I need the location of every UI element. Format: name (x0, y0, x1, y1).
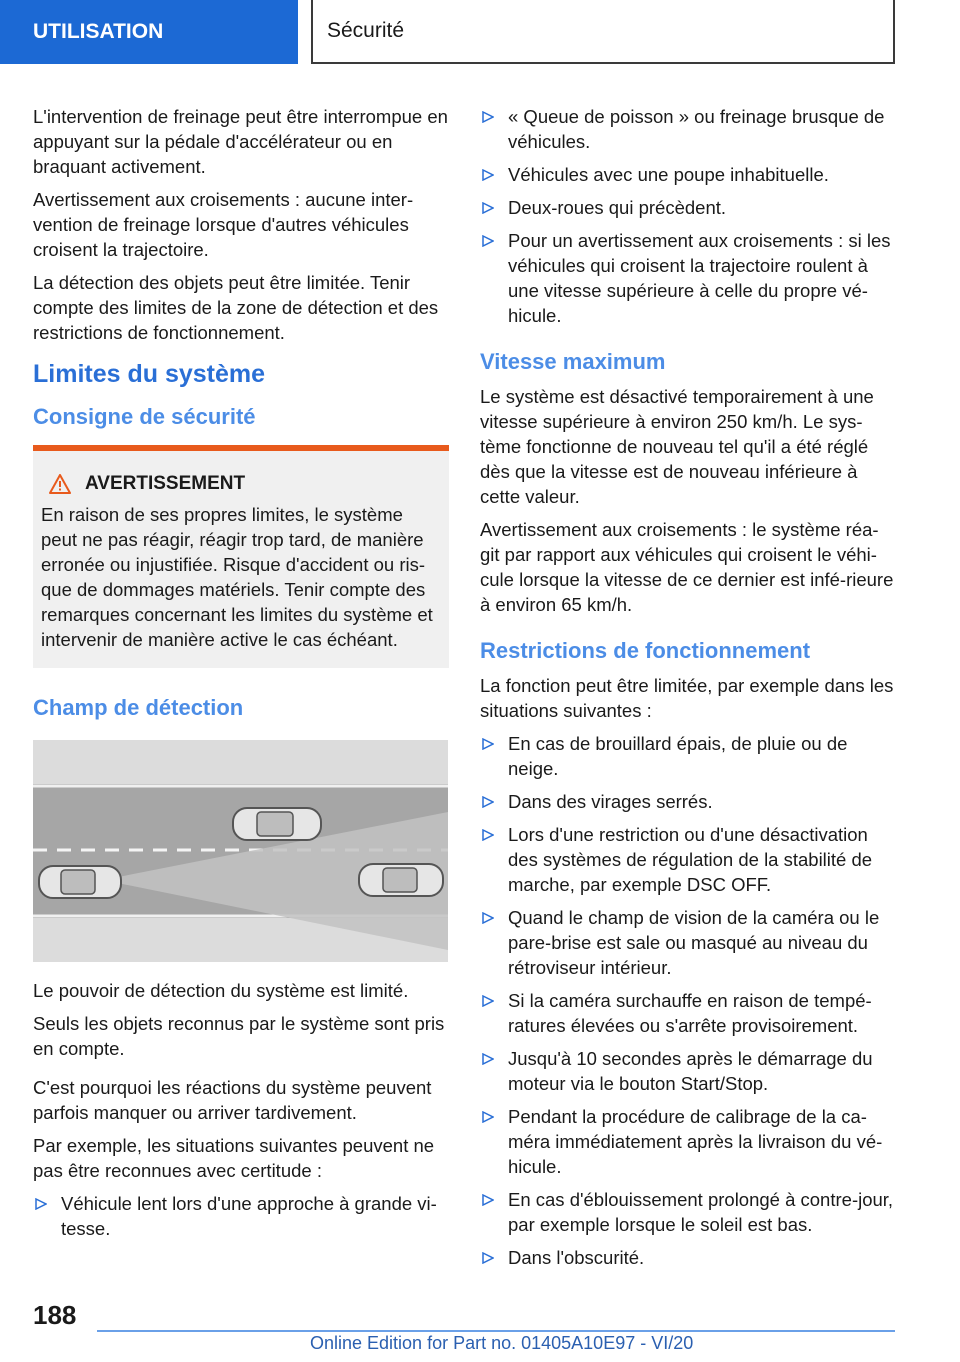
triangle-bullet-icon (482, 169, 494, 181)
list-item (480, 789, 896, 814)
detection-field-illustration (33, 740, 448, 962)
paragraph: Avertissement aux croisements : aucune inter‐vention de freinage lorsque d'autres véhicules croisent la trajectoire. (33, 189, 414, 260)
list-item-text: Jusqu'à 10 secondes après le démarrage du moteur via le bouton Start/Stop. (508, 1048, 873, 1094)
list-item (480, 162, 896, 187)
footer-divider (97, 1330, 895, 1332)
list-item-text: Véhicules avec une poupe inhabituelle. (508, 164, 829, 185)
warning-title (49, 471, 439, 496)
list-item (480, 905, 896, 980)
footer-edition: Online Edition for Part no. 01405A10E97 - VI/20 (310, 1333, 694, 1353)
heading-restrictions: Restrictions de fonctionnement (480, 638, 811, 663)
list-item-text: Deux-roues qui précèdent. (508, 197, 727, 218)
paragraph: Seuls les objets reconnus par le système sont pris en compte. (33, 1013, 445, 1059)
paragraph: Le pouvoir de détection du système est limité. (33, 980, 409, 1001)
heading-max-speed: Vitesse maximum (480, 349, 666, 374)
list-item (480, 104, 896, 154)
paragraph: La détection des objets peut être limitée. Tenir compte des limites de la zone de détection et des restrictions de fonctionnement. (33, 272, 439, 343)
warning-text: En raison de ses propres limites, le système peut ne pas réagir, réagir trop tard, de manière erronée ou injustifiée. Risque d'accident ou ris‐que de dommages matériels. Tenir compte des remarques concernant les limites du système et intervenir de manière active le cas échéant. (41, 504, 433, 650)
paragraph: C'est pourquoi les réactions du système peuvent parfois manquer ou arriver tardivement. (33, 1077, 432, 1123)
warning-box (33, 445, 449, 668)
list-item (480, 822, 896, 897)
triangle-bullet-icon (482, 1053, 494, 1065)
situations-list-continued (480, 104, 896, 328)
list-item-text: En cas d'éblouissement prolongé à contre-jour, par exemple lorsque le soleil est bas. (508, 1189, 894, 1235)
list-item-text: Lors d'une restriction ou d'une désactivation des systèmes de régulation de la stabilité de marche, par exemple DSC OFF. (508, 824, 873, 895)
triangle-bullet-icon (482, 1111, 494, 1123)
list-item-text: En cas de brouillard épais, de pluie ou de neige. (508, 733, 848, 779)
list-item-text: Pendant la procédure de calibrage de la ca‐méra immédiatement après la livraison du vé‐hicule. (508, 1106, 883, 1177)
heading-safety-note: Consigne de sécurité (33, 404, 256, 429)
list-item-text: « Queue de poisson » ou freinage brusque de véhicules. (508, 106, 885, 152)
list-item (480, 988, 896, 1038)
chapter-title: Sécurité (311, 0, 895, 64)
triangle-bullet-icon (482, 912, 494, 924)
restrictions-list (480, 731, 896, 1270)
list-item (480, 1104, 896, 1179)
list-item-text: Si la caméra surchauffe en raison de tempé‐ratures élevées ou s'arrête provisoirement. (508, 990, 872, 1036)
triangle-bullet-icon (482, 1194, 494, 1206)
list-item (480, 1245, 896, 1270)
list-item-text: Dans l'obscurité. (508, 1247, 645, 1268)
left-column (33, 104, 449, 1249)
list-item (480, 1187, 896, 1237)
situations-list (33, 1191, 449, 1241)
list-item-text: Pour un avertissement aux croisements : si les véhicules qui croisent la trajectoire roulent à une vitesse supérieure à celle du propre vé‐hicule. (508, 230, 891, 326)
list-item (33, 1191, 449, 1241)
triangle-bullet-icon (482, 829, 494, 841)
list-item (480, 195, 896, 220)
triangle-bullet-icon (35, 1198, 47, 1210)
triangle-bullet-icon (482, 111, 494, 123)
triangle-bullet-icon (482, 235, 494, 247)
paragraph: La fonction peut être limitée, par exemple dans les situations suivantes : (480, 675, 894, 721)
list-item-text: Véhicule lent lors d'une approche à grande vi‐tesse. (61, 1193, 437, 1239)
page-number: 188 (33, 1300, 77, 1330)
list-item (480, 731, 896, 781)
car-icon (233, 808, 321, 840)
list-item (480, 228, 896, 328)
paragraph: Avertissement aux croisements : le système réa‐git par rapport aux véhicules qui croisent le véhi‐cule lorsque la vitesse de ce dernier est infé‐rieure à environ 65 km/h. (480, 519, 894, 615)
list-item-text: Quand le champ de vision de la caméra ou le pare-brise est sale ou masqué au niveau du rétroviseur intérieur. (508, 907, 880, 978)
triangle-bullet-icon (482, 1252, 494, 1264)
warning-label: AVERTISSEMENT (85, 473, 246, 494)
triangle-bullet-icon (482, 738, 494, 750)
triangle-bullet-icon (482, 796, 494, 808)
car-icon (359, 864, 443, 896)
list-item-text: Dans des virages serrés. (508, 791, 713, 812)
paragraph: Le système est désactivé temporairement à une vitesse supérieure à environ 250 km/h. Le sys‐tème fonctionne de nouveau tel qu'il a été réglé dès que la vitesse est de nouveau inférieure à cette valeur. (480, 386, 874, 507)
triangle-bullet-icon (482, 995, 494, 1007)
heading-detection-field: Champ de détection (33, 695, 244, 720)
heading-system-limits: Limites du système (33, 360, 266, 388)
right-column (480, 104, 896, 1278)
car-icon (39, 866, 121, 898)
warning-triangle-icon (49, 474, 71, 494)
list-item (480, 1046, 896, 1096)
section-tab[interactable]: UTILISATION (0, 0, 298, 64)
paragraph: Par exemple, les situations suivantes peuvent ne pas être reconnues avec certitude : (33, 1135, 435, 1181)
triangle-bullet-icon (482, 202, 494, 214)
paragraph: L'intervention de freinage peut être interrompue en appuyant sur la pédale d'accélérateur ou en braquant activement. (33, 106, 448, 177)
